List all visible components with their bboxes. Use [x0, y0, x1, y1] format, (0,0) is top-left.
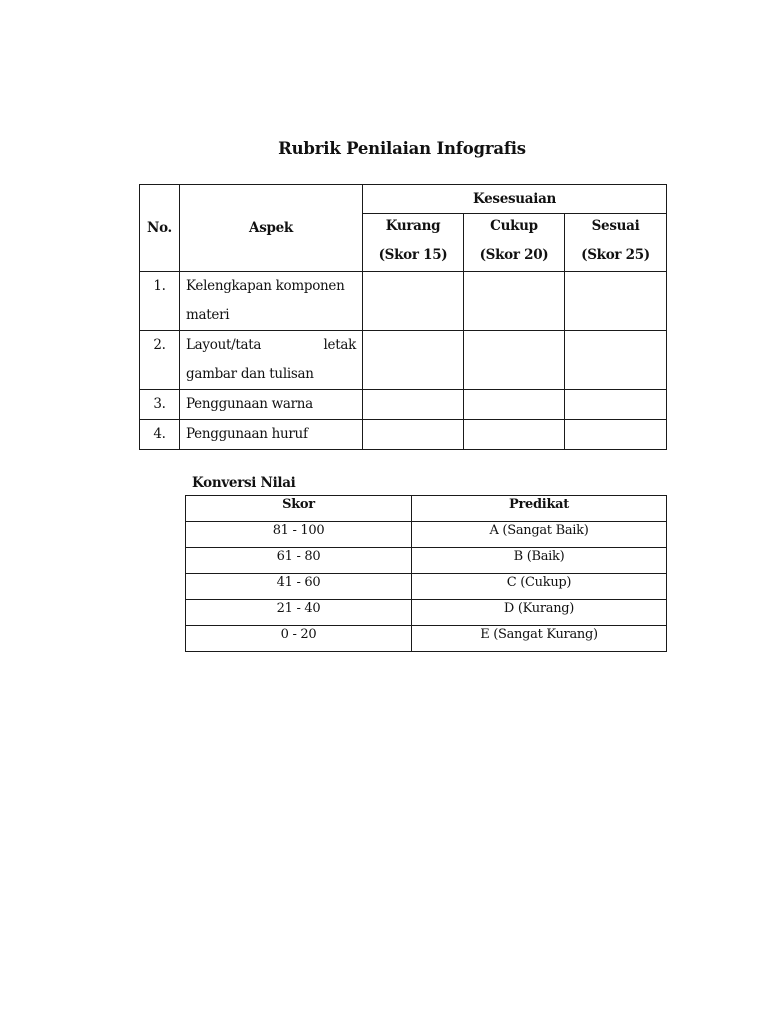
- konversi-title: Konversi Nilai: [192, 475, 296, 491]
- level-label: Kurang: [385, 218, 441, 234]
- aspect-line: Kelengkapan komponen: [186, 278, 345, 294]
- row-number: 4.: [140, 420, 180, 450]
- score-cell-sesuai[interactable]: [565, 272, 667, 331]
- header-level-cukup: [464, 214, 565, 272]
- score-cell-cukup[interactable]: [464, 272, 565, 331]
- skor-cell: 0 - 20: [186, 626, 412, 652]
- aspect-line: [186, 331, 356, 360]
- header-predikat: Predikat: [412, 496, 667, 522]
- row-aspect: [180, 331, 363, 390]
- konversi-header-row: [186, 496, 667, 522]
- row-aspect: Penggunaan huruf: [180, 420, 363, 450]
- table-row: [140, 420, 667, 450]
- score-cell-cukup[interactable]: [464, 331, 565, 390]
- row-aspect: Penggunaan warna: [180, 390, 363, 420]
- rubric-table: [139, 184, 667, 450]
- score-cell-kurang[interactable]: [363, 272, 464, 331]
- score-cell-sesuai[interactable]: [565, 390, 667, 420]
- score-cell-kurang[interactable]: [363, 390, 464, 420]
- skor-cell: 61 - 80: [186, 548, 412, 574]
- skor-cell: 81 - 100: [186, 522, 412, 548]
- rubric-header-row: [140, 185, 667, 214]
- skor-cell: 41 - 60: [186, 574, 412, 600]
- header-kesesuaian: Kesesuaian: [363, 185, 667, 214]
- table-row: [186, 574, 667, 600]
- header-skor: Skor: [186, 496, 412, 522]
- header-aspek: Aspek: [180, 185, 363, 272]
- aspect-line: gambar dan tulisan: [186, 366, 314, 382]
- level-label: Sesuai: [591, 218, 640, 234]
- table-row: [186, 548, 667, 574]
- predikat-cell: C (Cukup): [412, 574, 667, 600]
- predikat-cell: E (Sangat Kurang): [412, 626, 667, 652]
- table-row: [140, 272, 667, 331]
- aspect-word: letak: [323, 337, 356, 353]
- aspect-line: materi: [186, 307, 230, 323]
- document-title: Rubrik Penilaian Infografis: [278, 139, 526, 158]
- level-score: (Skor 15): [378, 247, 448, 263]
- table-row: [186, 522, 667, 548]
- score-cell-cukup[interactable]: [464, 390, 565, 420]
- header-level-sesuai: [565, 214, 667, 272]
- level-label: Cukup: [490, 218, 538, 234]
- score-cell-sesuai[interactable]: [565, 331, 667, 390]
- table-row: [140, 390, 667, 420]
- table-row: [140, 331, 667, 390]
- row-number: 2.: [140, 331, 180, 390]
- table-row: [186, 626, 667, 652]
- konversi-table: [185, 495, 667, 652]
- row-number: 1.: [140, 272, 180, 331]
- table-row: [186, 600, 667, 626]
- score-cell-kurang[interactable]: [363, 420, 464, 450]
- score-cell-sesuai[interactable]: [565, 420, 667, 450]
- header-level-kurang: [363, 214, 464, 272]
- score-cell-cukup[interactable]: [464, 420, 565, 450]
- predikat-cell: D (Kurang): [412, 600, 667, 626]
- level-score: (Skor 25): [581, 247, 650, 263]
- level-score: (Skor 20): [479, 247, 549, 263]
- score-cell-kurang[interactable]: [363, 331, 464, 390]
- skor-cell: 21 - 40: [186, 600, 412, 626]
- predikat-cell: B (Baik): [412, 548, 667, 574]
- predikat-cell: A (Sangat Baik): [412, 522, 667, 548]
- row-number: 3.: [140, 390, 180, 420]
- aspect-word: Layout/tata: [186, 337, 262, 353]
- row-aspect: [180, 272, 363, 331]
- header-no: No.: [140, 185, 180, 272]
